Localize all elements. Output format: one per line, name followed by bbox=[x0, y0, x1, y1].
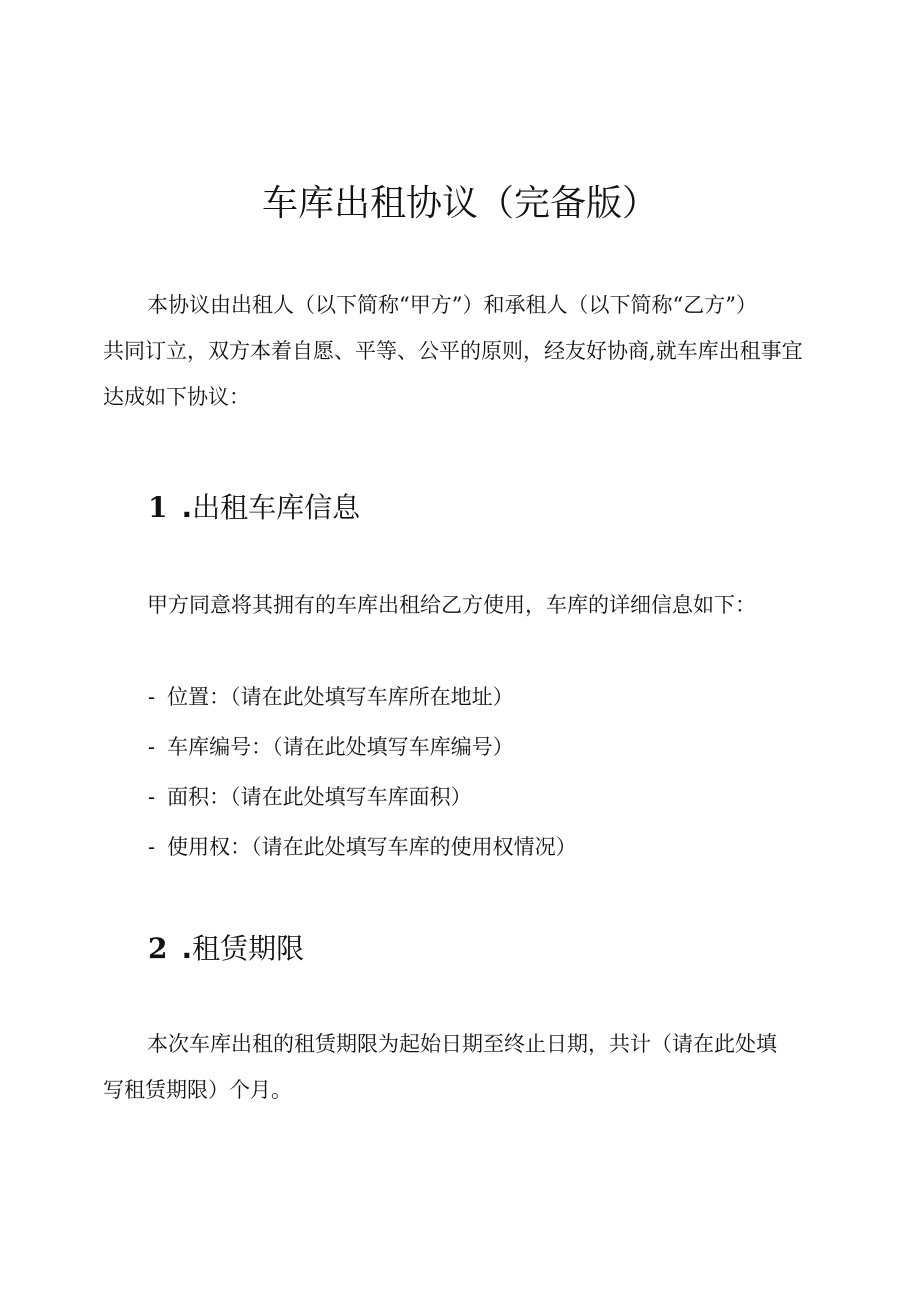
section-1-number: 1 bbox=[148, 491, 168, 524]
intro-line-2: 共同订立，双方本着自愿、平等、公平的原则，经友好协商,就车库出租事宜 bbox=[103, 339, 803, 363]
list-item-text: 位置：（请在此处填写车库所在地址） bbox=[167, 685, 514, 709]
list-item bbox=[148, 772, 577, 822]
section-2-heading bbox=[148, 929, 304, 969]
list-bullet: - bbox=[148, 735, 156, 759]
garage-info-list bbox=[148, 672, 577, 872]
list-bullet: - bbox=[148, 835, 156, 859]
list-item bbox=[148, 672, 577, 722]
section-2-line-1: 本次车库出租的租赁期限为起始日期至终止日期，共计（请在此处填 bbox=[147, 1032, 777, 1056]
list-item bbox=[148, 722, 577, 772]
intro-line-1: 本协议由出租人（以下简称“甲方”）和承租人（以下简称“乙方”） bbox=[147, 293, 757, 317]
section-1-title: 出租车库信息 bbox=[192, 491, 361, 524]
document-title: 车库出租协议（完备版） bbox=[261, 183, 658, 224]
intro-paragraph bbox=[103, 282, 833, 420]
intro-line-3: 达成如下协议： bbox=[103, 385, 250, 409]
list-item-text: 面积：（请在此处填写车库面积） bbox=[167, 785, 472, 809]
list-bullet: - bbox=[148, 685, 156, 709]
section-2-paragraph bbox=[103, 1021, 833, 1113]
section-2-number: 2 bbox=[148, 932, 168, 965]
section-1-heading bbox=[148, 488, 360, 528]
section-2-title: 租赁期限 bbox=[192, 932, 305, 965]
section-1-lead bbox=[103, 582, 833, 628]
section-1-dot: . bbox=[181, 491, 193, 524]
list-bullet: - bbox=[148, 785, 156, 809]
list-item-text: 使用权：（请在此处填写车库的使用权情况） bbox=[167, 835, 577, 859]
section-2-line-2: 写租赁期限）个月。 bbox=[103, 1078, 292, 1102]
list-item-text: 车库编号：（请在此处填写车库编号） bbox=[167, 735, 514, 759]
section-2-dot: . bbox=[181, 932, 193, 965]
list-item bbox=[148, 822, 577, 872]
section-1-lead-text: 甲方同意将其拥有的车库出租给乙方使用，车库的详细信息如下： bbox=[147, 593, 756, 617]
